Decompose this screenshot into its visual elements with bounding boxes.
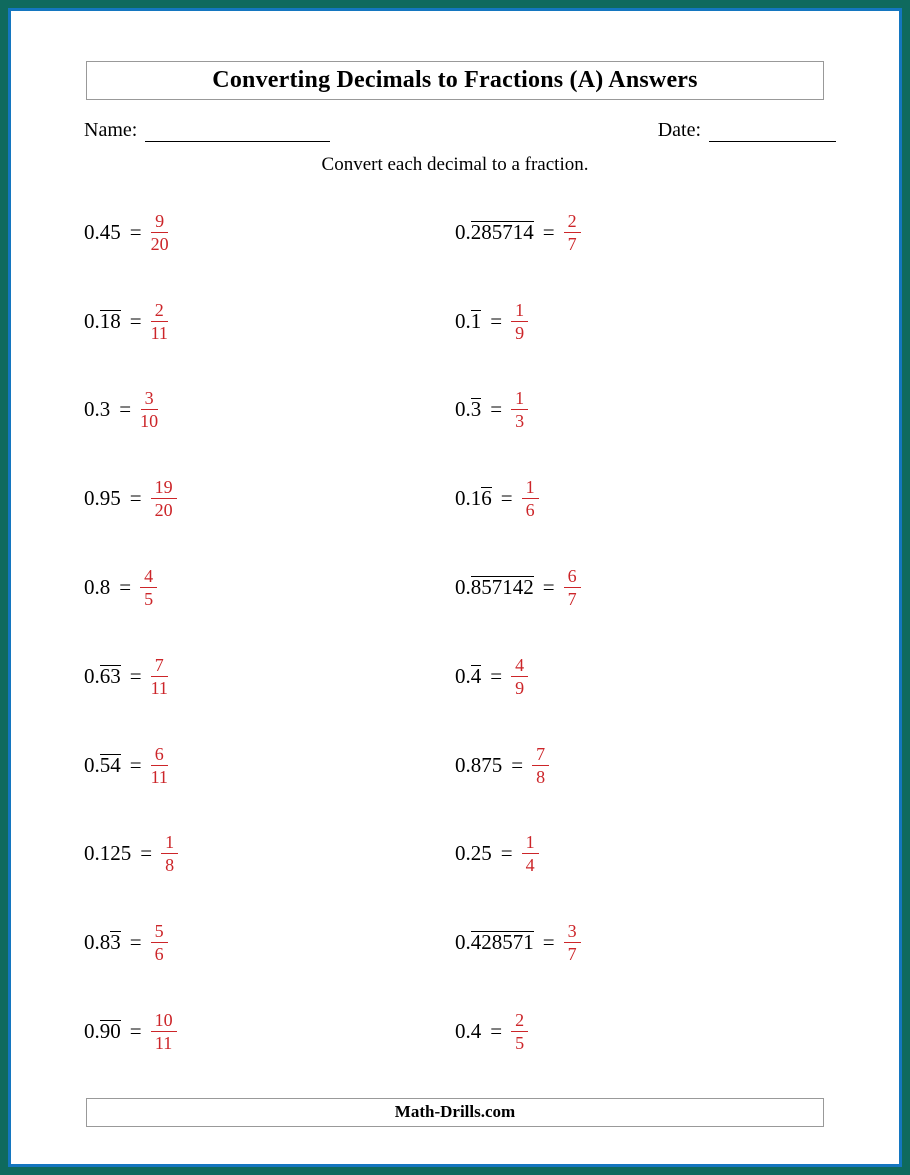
problem-10-left: [84, 1010, 455, 1053]
denominator: 11: [150, 766, 168, 787]
problem-8-left: [84, 832, 455, 875]
repeating-digits: 857142: [470, 575, 534, 600]
problem-6-left: [84, 655, 455, 698]
numerator: 7: [151, 655, 168, 677]
answer-fraction: [151, 1010, 177, 1053]
answer-fraction: [511, 1010, 528, 1053]
repeating-digits: 428571: [470, 930, 534, 955]
equals-sign: =: [129, 752, 142, 777]
denominator: 11: [154, 1033, 173, 1054]
denominator: 7: [567, 944, 577, 965]
numerator: 4: [511, 655, 528, 677]
numerator: 6: [151, 744, 168, 766]
equals-sign: =: [542, 930, 555, 955]
equals-sign: =: [140, 841, 153, 866]
problem-row-4: [84, 454, 899, 543]
worksheet-content: [11, 11, 899, 1164]
problem-row-6: [84, 632, 899, 721]
problem-2-left: [84, 300, 455, 343]
answer-fraction: [564, 921, 581, 964]
answer-fraction: [161, 832, 178, 875]
problem-1-left: [84, 211, 455, 254]
problem-row-7: [84, 721, 899, 810]
equals-sign: =: [129, 663, 142, 688]
problem-3-right: [455, 388, 528, 431]
repeating-digits: 3: [110, 930, 121, 955]
name-input-line[interactable]: [145, 123, 330, 142]
problems-grid: [11, 188, 899, 1076]
numerator: 2: [564, 211, 581, 233]
problem-row-9: [84, 898, 899, 987]
numerator: 9: [151, 211, 168, 233]
equals-sign: =: [129, 930, 142, 955]
decimal-value: 0.54: [84, 752, 121, 777]
date-label: Date:: [657, 119, 701, 141]
equals-sign: =: [119, 397, 132, 422]
problem-9-left: [84, 921, 455, 964]
numerator: 1: [161, 832, 178, 854]
repeating-digits: 4: [470, 663, 482, 688]
name-label: Name:: [84, 119, 138, 141]
repeating-digits: 1: [470, 308, 482, 333]
equals-sign: =: [129, 308, 142, 333]
numerator: 7: [532, 744, 549, 766]
repeating-digits: 90: [99, 1019, 121, 1044]
answer-fraction: [511, 655, 528, 698]
answer-fraction: [511, 388, 528, 431]
problem-2-right: [455, 300, 528, 343]
denominator: 20: [150, 233, 169, 254]
denominator: 9: [515, 677, 525, 698]
decimal-value: 0.428571: [455, 930, 534, 955]
repeating-digits: 6: [481, 486, 492, 511]
title-box: [86, 61, 824, 100]
answer-fraction: [511, 300, 528, 343]
repeating-digits: 54: [99, 752, 121, 777]
problem-row-8: [84, 810, 899, 899]
decimal-value: 0.1: [455, 308, 482, 333]
decimal-value: 0.83: [84, 930, 121, 955]
problem-3-left: [84, 388, 455, 431]
equals-sign: =: [129, 219, 142, 244]
problem-8-right: [455, 832, 539, 875]
denominator: 5: [515, 1033, 525, 1054]
problem-7-right: [455, 744, 549, 787]
denominator: 11: [150, 322, 168, 343]
numerator: 1: [522, 477, 539, 499]
decimal-value: 0.90: [84, 1019, 121, 1044]
answer-fraction: [151, 921, 168, 964]
numerator: 1: [511, 300, 528, 322]
footer-brand: Math-Drills.com: [394, 1102, 516, 1122]
denominator: 4: [525, 855, 535, 876]
denominator: 10: [140, 411, 159, 432]
numerator: 3: [564, 921, 581, 943]
decimal-value: 0.125: [84, 841, 132, 866]
equals-sign: =: [490, 1019, 503, 1044]
answer-fraction: [564, 566, 581, 609]
answer-fraction: [140, 388, 158, 431]
footer-box: [86, 1098, 824, 1127]
numerator: 4: [140, 566, 157, 588]
denominator: 9: [515, 322, 525, 343]
inner-blue-border: [8, 8, 902, 1167]
answer-fraction: [151, 300, 168, 343]
answer-fraction: [564, 211, 581, 254]
decimal-value: 0.63: [84, 663, 121, 688]
answer-fraction: [151, 211, 169, 254]
problem-6-right: [455, 655, 528, 698]
equals-sign: =: [490, 663, 503, 688]
problem-row-2: [84, 277, 899, 366]
instruction-text: Convert each decimal to a fraction.: [321, 154, 589, 175]
equals-sign: =: [490, 308, 503, 333]
numerator: 6: [564, 566, 581, 588]
denominator: 3: [515, 411, 525, 432]
problem-4-right: [455, 477, 539, 520]
problem-7-left: [84, 744, 455, 787]
problem-9-right: [455, 921, 581, 964]
numerator: 5: [151, 921, 168, 943]
repeating-digits: 18: [99, 308, 121, 333]
decimal-value: 0.3: [455, 397, 482, 422]
decimal-value: 0.8: [84, 575, 111, 600]
denominator: 8: [165, 855, 175, 876]
answer-fraction: [151, 655, 168, 698]
denominator: 7: [567, 589, 577, 610]
equals-sign: =: [511, 752, 524, 777]
equals-sign: =: [542, 575, 555, 600]
repeating-digits: 285714: [470, 219, 534, 244]
problem-10-right: [455, 1010, 528, 1053]
decimal-value: 0.857142: [455, 575, 534, 600]
decimal-value: 0.45: [84, 219, 121, 244]
date-input-line[interactable]: [709, 123, 836, 142]
denominator: 20: [154, 500, 173, 521]
decimal-value: 0.18: [84, 308, 121, 333]
decimal-value: 0.95: [84, 486, 121, 511]
numerator: 2: [151, 300, 168, 322]
denominator: 11: [150, 677, 168, 698]
name-date-row: [84, 116, 836, 142]
decimal-value: 0.285714: [455, 219, 534, 244]
problem-5-left: [84, 566, 455, 609]
problem-row-10: [84, 987, 899, 1076]
numerator: 2: [511, 1010, 528, 1032]
numerator: 3: [141, 388, 158, 410]
decimal-value: 0.4: [455, 1019, 482, 1044]
denominator: 8: [536, 766, 546, 787]
answer-fraction: [151, 477, 177, 520]
numerator: 19: [151, 477, 177, 499]
answer-fraction: [522, 832, 539, 875]
equals-sign: =: [500, 486, 513, 511]
page-title: Converting Decimals to Fractions (A) Answers: [212, 67, 698, 93]
equals-sign: =: [119, 575, 132, 600]
equals-sign: =: [129, 1019, 142, 1044]
decimal-value: 0.16: [455, 486, 492, 511]
problem-4-left: [84, 477, 455, 520]
decimal-value: 0.4: [455, 663, 482, 688]
denominator: 6: [525, 500, 535, 521]
answer-fraction: [140, 566, 157, 609]
equals-sign: =: [500, 841, 513, 866]
problem-row-3: [84, 366, 899, 455]
problem-5-right: [455, 566, 581, 609]
answer-fraction: [532, 744, 549, 787]
decimal-value: 0.25: [455, 841, 492, 866]
numerator: 10: [151, 1010, 177, 1032]
equals-sign: =: [129, 486, 142, 511]
equals-sign: =: [490, 397, 503, 422]
problem-row-5: [84, 543, 899, 632]
numerator: 1: [522, 832, 539, 854]
numerator: 1: [511, 388, 528, 410]
denominator: 5: [144, 589, 154, 610]
denominator: 7: [567, 233, 577, 254]
denominator: 6: [154, 944, 164, 965]
problem-row-1: [84, 188, 899, 277]
answer-fraction: [151, 744, 168, 787]
decimal-value: 0.875: [455, 752, 503, 777]
answer-fraction: [522, 477, 539, 520]
repeating-digits: 3: [470, 397, 482, 422]
decimal-value: 0.3: [84, 397, 111, 422]
equals-sign: =: [542, 219, 555, 244]
problem-1-right: [455, 211, 581, 254]
repeating-digits: 63: [99, 663, 121, 688]
